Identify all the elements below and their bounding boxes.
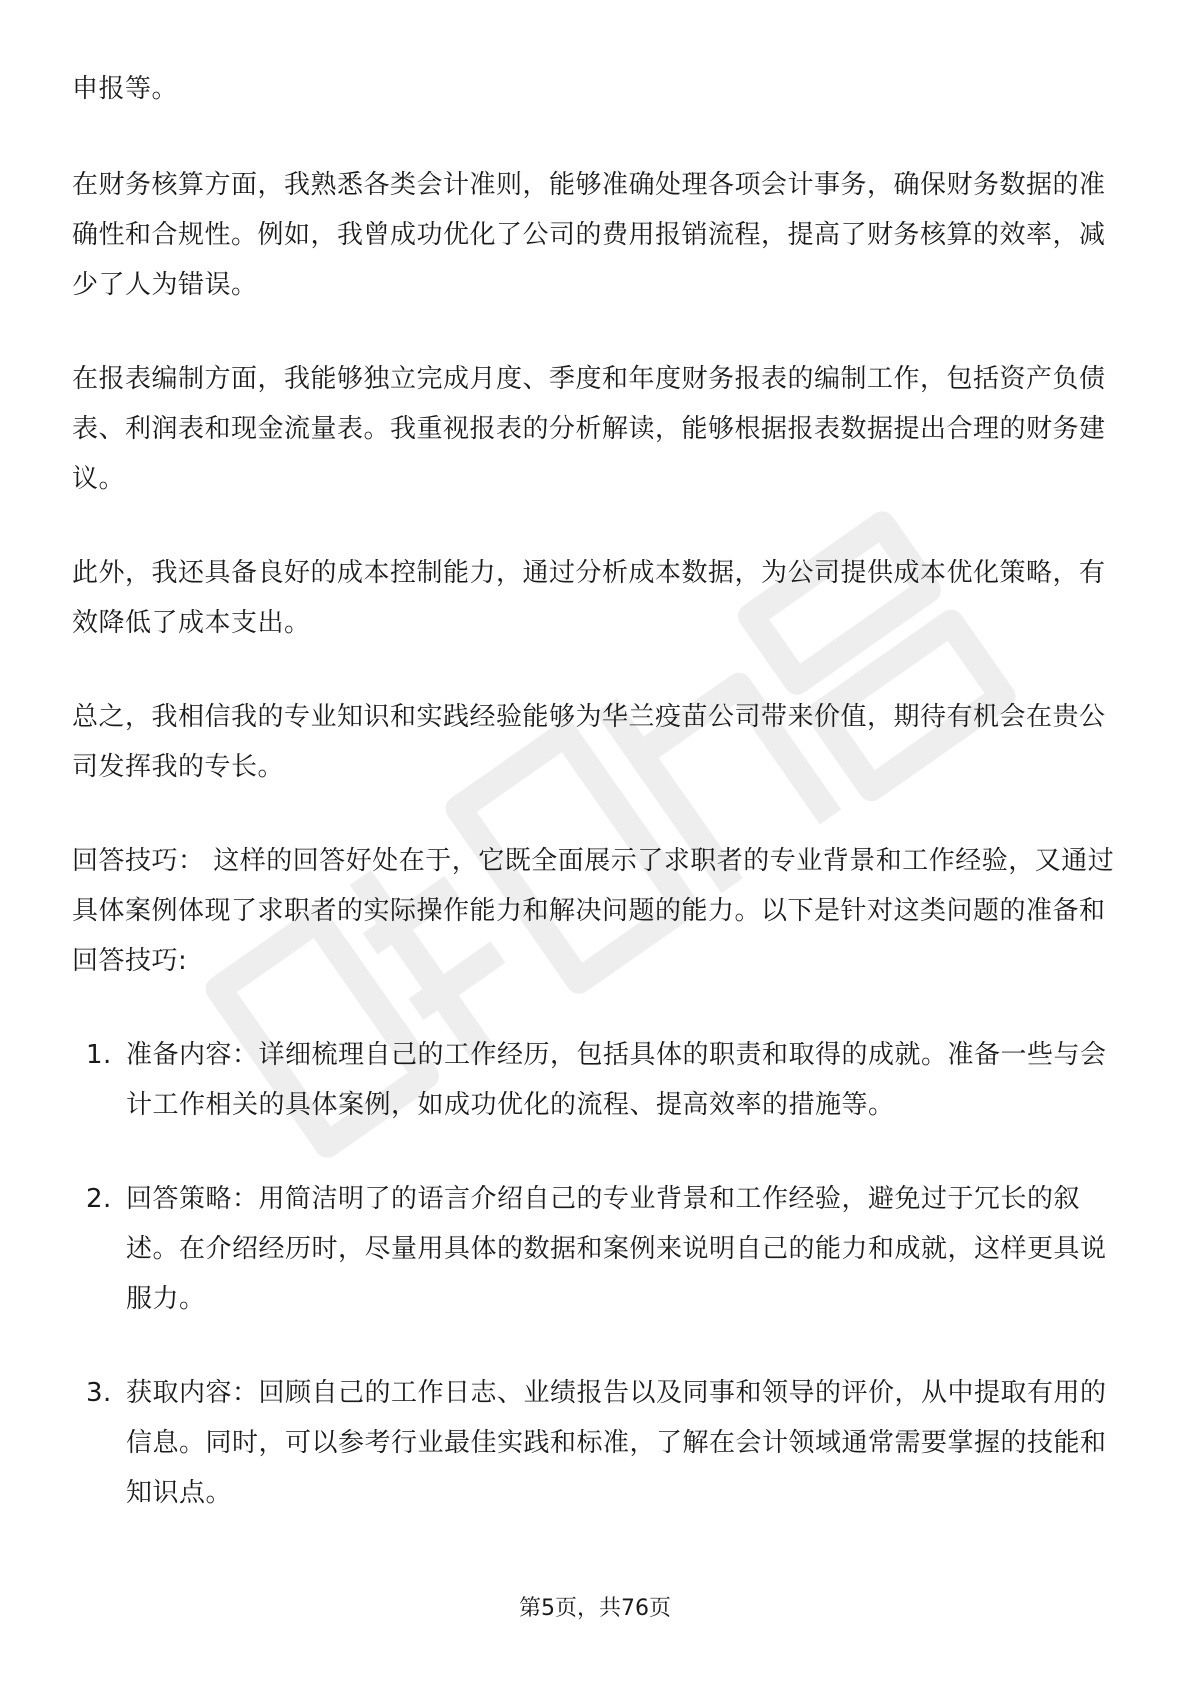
list-text: 准备内容：详细梳理自己的工作经历，包括具体的职责和取得的成就。准备一些与会计工作相关的具体案例，如成功优化的流程、提高效率的措施等。 xyxy=(126,1040,1107,1120)
document-body xyxy=(72,64,1120,1562)
paragraph-reporting: 在报表编制方面，我能够独立完成月度、季度和年度财务报表的编制工作，包括资产负债表、利润表和现金流量表。我重视报表的分析解读，能够根据报表数据提出合理的财务建议。 xyxy=(72,364,1106,494)
list-number: 1. xyxy=(86,1040,112,1070)
list-item xyxy=(72,1368,1120,1518)
list-text: 回答策略：用简洁明了的语言介绍自己的专业背景和工作经验，避免过于冗长的叙述。在介绍经历时，尽量用具体的数据和案例来说明自己的能力和成就，这样更具说服力。 xyxy=(126,1184,1107,1314)
page-footer: 第5页，共76页 xyxy=(519,1596,671,1621)
list-item xyxy=(72,1174,1120,1324)
paragraph-continuation: 申报等。 xyxy=(72,74,179,104)
list-text: 获取内容：回顾自己的工作日志、业绩报告以及同事和领导的评价，从中提取有用的信息。同时，可以参考行业最佳实践和标准，了解在会计领域通常需要掌握的技能和知识点。 xyxy=(126,1378,1107,1508)
paragraph-accounting: 在财务核算方面，我熟悉各类会计准则，能够准确处理各项会计事务，确保财务数据的准确性和合规性。例如，我曾成功优化了公司的费用报销流程，提高了财务核算的效率，减少了人为错误。 xyxy=(72,170,1106,300)
list-item xyxy=(72,1030,1120,1130)
list-number: 2. xyxy=(86,1184,112,1214)
paragraph-cost-control: 此外，我还具备良好的成本控制能力，通过分析成本数据，为公司提供成本优化策略，有效降低了成本支出。 xyxy=(72,558,1106,638)
tips-list xyxy=(72,1030,1120,1518)
paragraph-conclusion: 总之，我相信我的专业知识和实践经验能够为华兰疫苗公司带来价值，期待有机会在贵公司发挥我的专长。 xyxy=(72,702,1106,782)
list-number: 3. xyxy=(86,1378,112,1408)
paragraph-answer-tips: 回答技巧： 这样的回答好处在于，它既全面展示了求职者的专业背景和工作经验，又通过具体案例体现了求职者的实际操作能力和解决问题的能力。以下是针对这类问题的准备和回答技巧: xyxy=(72,846,1115,976)
